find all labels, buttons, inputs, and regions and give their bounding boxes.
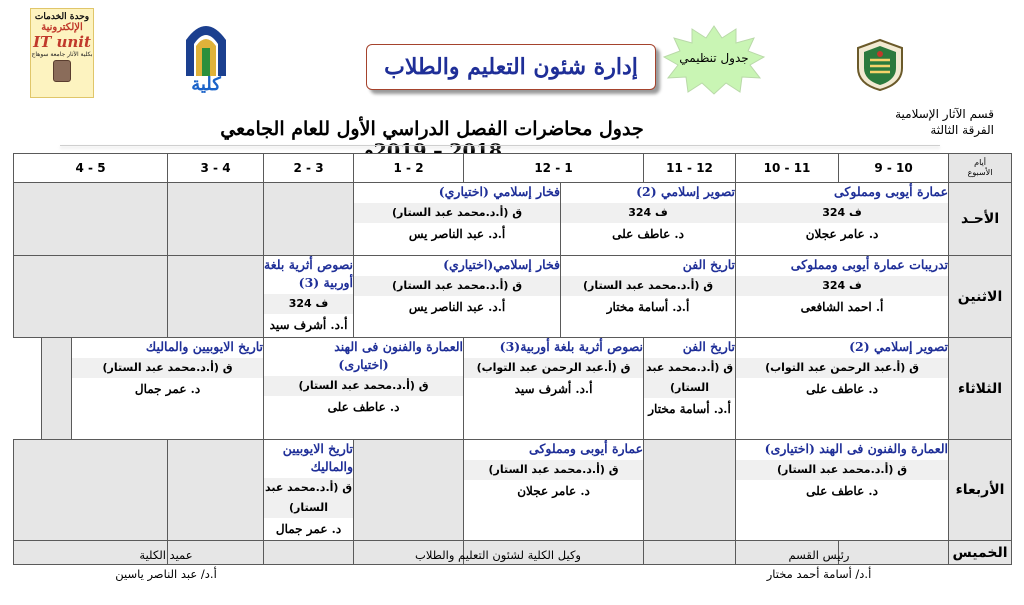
course-subtitle: (اختيارى) bbox=[338, 357, 389, 372]
dept-head-signature bbox=[744, 546, 894, 584]
time-slot-header: 4 - 3 bbox=[168, 154, 264, 183]
empty-cell bbox=[168, 256, 264, 338]
schedule-table bbox=[13, 153, 1012, 565]
course-cell bbox=[561, 256, 736, 338]
course-title: تاريخ الفن bbox=[682, 257, 736, 272]
course-title: فخار إسلامي(اختياري) bbox=[443, 257, 561, 272]
dean-name: أ.د/ عبد الناصر ياسين bbox=[115, 567, 217, 581]
corner-label-line1: أيام bbox=[974, 158, 986, 167]
course-instructor: د. عمر جمال bbox=[134, 382, 201, 396]
department-info bbox=[895, 106, 994, 138]
table-row-monday bbox=[14, 256, 1012, 338]
time-slot-header: 3 - 2 bbox=[264, 154, 354, 183]
badge-label: جدول تنظيمي bbox=[679, 51, 749, 65]
course-cell bbox=[736, 440, 949, 541]
course-instructor: أ. احمد الشافعى bbox=[800, 300, 884, 314]
course-cell bbox=[464, 440, 644, 541]
empty-cell bbox=[264, 541, 354, 565]
dean-title: عميد الكلية bbox=[139, 548, 193, 562]
course-title: تصوير إسلامي (2) bbox=[849, 339, 949, 354]
course-cell bbox=[736, 256, 949, 338]
course-cell bbox=[72, 338, 264, 440]
course-instructor: أ.د. عبد الناصر يس bbox=[408, 300, 506, 314]
course-title: نصوص أثرية بلغة أوربية (3) bbox=[264, 257, 354, 290]
time-slot-header: 10 - 9 bbox=[839, 154, 949, 183]
dept-head-title: رئيس القسم bbox=[788, 548, 850, 562]
course-instructor: د. عمر جمال bbox=[275, 522, 342, 536]
course-room: ق (أ.د.محمد عبد الستار) bbox=[561, 276, 736, 296]
course-room: ف 324 bbox=[736, 203, 949, 223]
empty-cell bbox=[644, 440, 736, 541]
course-instructor: د. عاطف على bbox=[327, 400, 400, 414]
course-cell bbox=[264, 256, 354, 338]
course-title: تاريخ الايوبيين والماليك bbox=[145, 339, 264, 354]
title-divider bbox=[60, 145, 940, 146]
course-room: ق (أ.د.محمد عبد الستار) bbox=[736, 460, 949, 480]
course-instructor: د. عاطف على bbox=[806, 484, 878, 498]
course-room: ف 324 bbox=[736, 276, 949, 296]
empty-cell bbox=[354, 440, 464, 541]
course-cell bbox=[736, 183, 949, 256]
course-room: ق (أ.د.محمد عبد الستار) bbox=[354, 276, 561, 296]
dept-head-name: أ.د/ أسامة أحمد مختار bbox=[766, 567, 872, 581]
banner-title: إدارة شئون التعليم والطلاب bbox=[366, 44, 656, 90]
course-instructor: أ.د. أشرف سيد bbox=[269, 318, 348, 332]
days-corner-header bbox=[949, 154, 1012, 183]
day-label-wednesday: الأربعاء bbox=[949, 440, 1012, 541]
course-instructor: أ.د. عبد الناصر يس bbox=[408, 227, 506, 241]
table-row-sunday bbox=[14, 183, 1012, 256]
course-title: العمارة والفنون فى الهند (اختيارى) bbox=[764, 441, 949, 456]
empty-cell bbox=[14, 256, 168, 338]
course-room: ق (أ.د.محمد عبد الستار) bbox=[464, 460, 644, 480]
it-unit-logo-line4: بكلية الآثار جامعة سوهاج bbox=[31, 51, 93, 58]
level-name: الفرقة الثالثة bbox=[930, 123, 994, 137]
course-title: تاريخ الايوبيين والماليك bbox=[282, 441, 354, 474]
course-cell bbox=[561, 183, 736, 256]
empty-cell bbox=[14, 183, 168, 256]
empty-cell bbox=[168, 183, 264, 256]
time-slot-header: 11 - 10 bbox=[736, 154, 839, 183]
vice-dean-signature bbox=[398, 546, 598, 565]
course-instructor: أ.د. أسامة مختار bbox=[606, 300, 690, 314]
time-slot-header: 12 - 11 bbox=[644, 154, 736, 183]
it-unit-logo bbox=[30, 8, 94, 98]
course-instructor: د. عاطف على bbox=[612, 227, 684, 241]
table-row-tuesday bbox=[14, 338, 1012, 440]
course-instructor: أ.د. أشرف سيد bbox=[514, 382, 593, 396]
course-cell bbox=[264, 338, 464, 440]
course-instructor: د. عامر عجلان bbox=[805, 227, 879, 241]
day-label-tuesday: الثلاثاء bbox=[949, 338, 1012, 440]
time-slot-header: 1 - 12 bbox=[464, 154, 644, 183]
course-title: فخار إسلامي (اختياري) bbox=[438, 184, 561, 199]
course-title: عمارة أيوبى ومملوكى bbox=[529, 441, 644, 456]
course-title: عمارة أيوبى ومملوكى bbox=[834, 184, 949, 199]
day-label-monday: الاثنين bbox=[949, 256, 1012, 338]
empty-cell bbox=[42, 338, 72, 440]
table-row-wednesday bbox=[14, 440, 1012, 541]
course-cell bbox=[464, 338, 644, 440]
person-photo-icon bbox=[53, 60, 71, 82]
university-seal-icon bbox=[854, 38, 906, 92]
course-title: تاريخ الفن bbox=[682, 339, 736, 354]
time-slot-header: 5 - 4 bbox=[14, 154, 168, 183]
course-cell bbox=[736, 338, 949, 440]
time-slot-header: 2 - 1 bbox=[354, 154, 464, 183]
faculty-logo-text: كلية bbox=[191, 74, 221, 95]
day-label-thursday: الخميس bbox=[949, 541, 1012, 565]
course-cell bbox=[354, 183, 561, 256]
corner-label-line2: الأسبوع bbox=[967, 168, 993, 177]
course-room: ق (أ.د.محمد عبد الستار) bbox=[354, 203, 561, 223]
faculty-logo bbox=[178, 18, 234, 100]
course-room: ق (أ.د.محمد عبد الستار) bbox=[264, 376, 464, 396]
vice-dean-title: وكيل الكلية لشئون التعليم والطلاب bbox=[415, 548, 581, 562]
day-label-sunday: الأحـد bbox=[949, 183, 1012, 256]
course-cell bbox=[264, 440, 354, 541]
course-instructor: أ.د. أسامة مختار bbox=[648, 402, 731, 416]
time-header-row bbox=[14, 154, 1012, 183]
empty-cell bbox=[14, 440, 168, 541]
course-title: نصوص أثرية بلغة أوربية(3) bbox=[499, 339, 644, 354]
course-room: ق (أ.عبد الرحمن عبد التواب) bbox=[464, 358, 644, 378]
course-room: ق (أ.د.محمد عبد الستار) bbox=[72, 358, 264, 378]
course-room: ق (أ.د.محمد عبد الستار) bbox=[264, 478, 354, 518]
it-unit-logo-line3: IT unit bbox=[33, 33, 91, 51]
course-room: ف 324 bbox=[561, 203, 736, 223]
course-title: تدريبات عمارة أيوبى ومملوكى bbox=[790, 257, 949, 272]
course-cell bbox=[644, 338, 736, 440]
course-room: ق (أ.د.محمد عبد الستار) bbox=[644, 358, 736, 398]
course-room: ق (أ.عبد الرحمن عبد التواب) bbox=[736, 358, 949, 378]
empty-cell bbox=[168, 440, 264, 541]
schedule-title: جدول محاضرات الفصل الدراسي الأول للعام الجامعي 2018 – 2019م bbox=[220, 118, 644, 162]
it-unit-logo-line1: وحدة الخدمات bbox=[34, 12, 90, 22]
course-cell bbox=[354, 256, 561, 338]
course-instructor: د. عامر عجلان bbox=[517, 484, 590, 498]
empty-cell bbox=[264, 183, 354, 256]
dean-signature bbox=[86, 546, 246, 584]
it-unit-logo-line2: الإلكترونية bbox=[41, 22, 83, 33]
course-room: ف 324 bbox=[264, 294, 354, 314]
department-name: قسم الآثار الإسلامية bbox=[895, 107, 994, 121]
arch-icon bbox=[182, 18, 230, 76]
course-instructor: د. عاطف على bbox=[806, 382, 878, 396]
course-title: تصوير إسلامي (2) bbox=[636, 184, 736, 199]
empty-cell bbox=[644, 541, 736, 565]
course-title: العمارة والفنون فى الهند bbox=[334, 339, 464, 354]
